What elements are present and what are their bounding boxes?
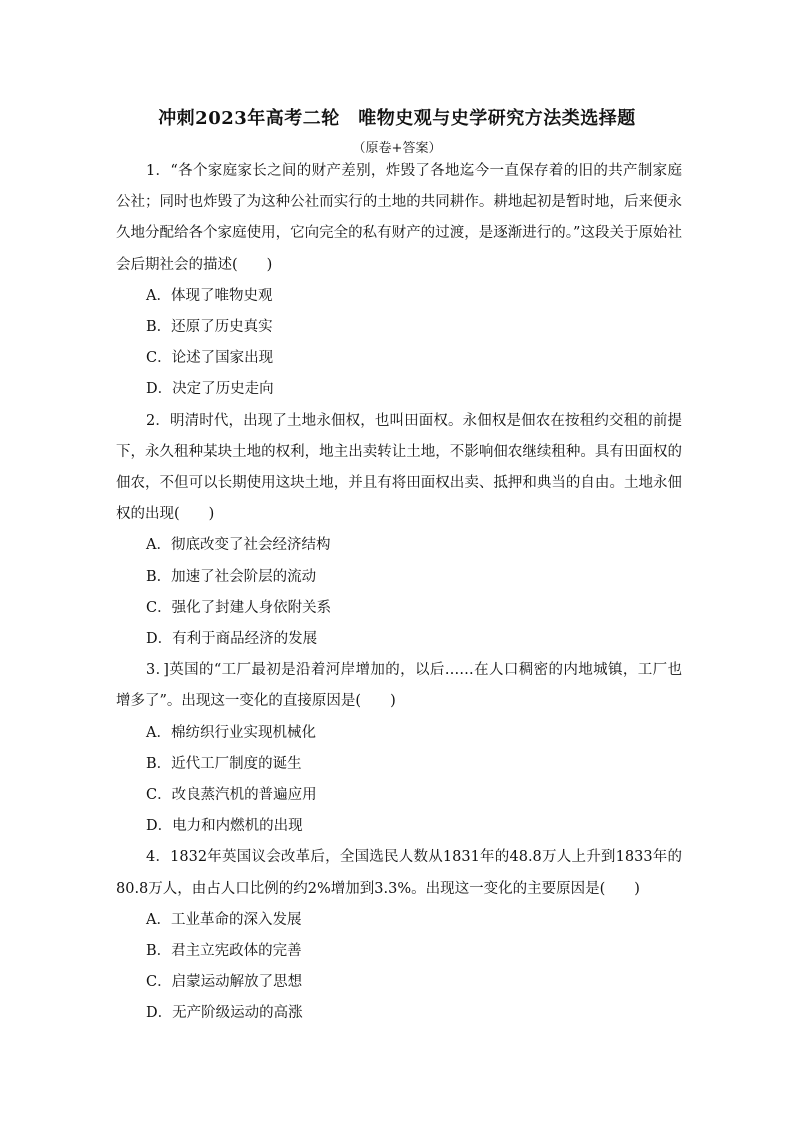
question-2 (116, 406, 682, 656)
option-d: D．有利于商品经济的发展 (146, 631, 318, 648)
option-b: B．加速了社会阶层的流动 (146, 568, 317, 585)
option-d: D．无产阶级运动的高涨 (146, 1005, 303, 1022)
option-a: A．棉纺织行业实现机械化 (146, 724, 316, 741)
option-b: B．君主立宪政体的完善 (146, 943, 302, 960)
page-title: 冲刺2023年高考二轮 唯物史观与史学研究方法类选择题 (158, 108, 636, 129)
question-list (116, 156, 682, 1030)
question-stem: 2．明清时代，出现了土地永佃权，也叫田面权。永佃权是佃农在按租约交租的前提下，永久租种某块土地的权利，地主出卖转让土地，不影响佃农继续租种。具有田面权的佃农，不但可以长期使用这块土地，并且有将田面权出卖、抵押和典当的自由。土地永佃权的出现( ) (116, 412, 682, 523)
option-a: A．工业革命的深入发展 (146, 911, 302, 928)
question-stem: 1．“各个家庭家长之间的财产差别，炸毁了各地迄今一直保存着的旧的共产制家庭公社；同时也炸毁了为这种公社而实行的土地的共同耕作。耕地起初是暂时地，后来便永久地分配给各个家庭使用，它向完全的私有财产的过渡，是逐渐进行的。”这段关于原始社会后期社会的描述( ) (116, 163, 682, 273)
option-d: D．电力和内燃机的出现 (146, 818, 303, 835)
question-3 (116, 655, 682, 842)
option-a: A．体现了唯物史观 (146, 287, 273, 304)
question-stem: 3．]英国的“工厂最初是沿着河岸增加的，以后……在人口稠密的内地城镇，工厂也增多了”。出现这一变化的直接原因是( ) (116, 662, 682, 710)
option-c: C．强化了封建人身依附关系 (146, 599, 332, 616)
question-4 (116, 842, 682, 1029)
option-a: A．彻底改变了社会经济结构 (146, 537, 331, 554)
option-b: B．还原了历史真实 (146, 319, 273, 336)
option-c: C．论述了国家出现 (146, 350, 274, 367)
option-c: C．改良蒸汽机的普遍应用 (146, 787, 317, 804)
question-1 (116, 156, 682, 406)
option-c: C．启蒙运动解放了思想 (146, 974, 303, 991)
question-stem: 4．1832年英国议会改革后，全国选民人数从1831年的48.8万人上升到1833年的80.8万人，由占人口比例的约2%增加到3.3%。出现这一变化的主要原因是( ) (116, 849, 682, 897)
page-subtitle: （原卷+答案） (352, 141, 442, 156)
option-b: B．近代工厂制度的诞生 (146, 755, 302, 772)
option-d: D．决定了历史走向 (146, 381, 274, 398)
